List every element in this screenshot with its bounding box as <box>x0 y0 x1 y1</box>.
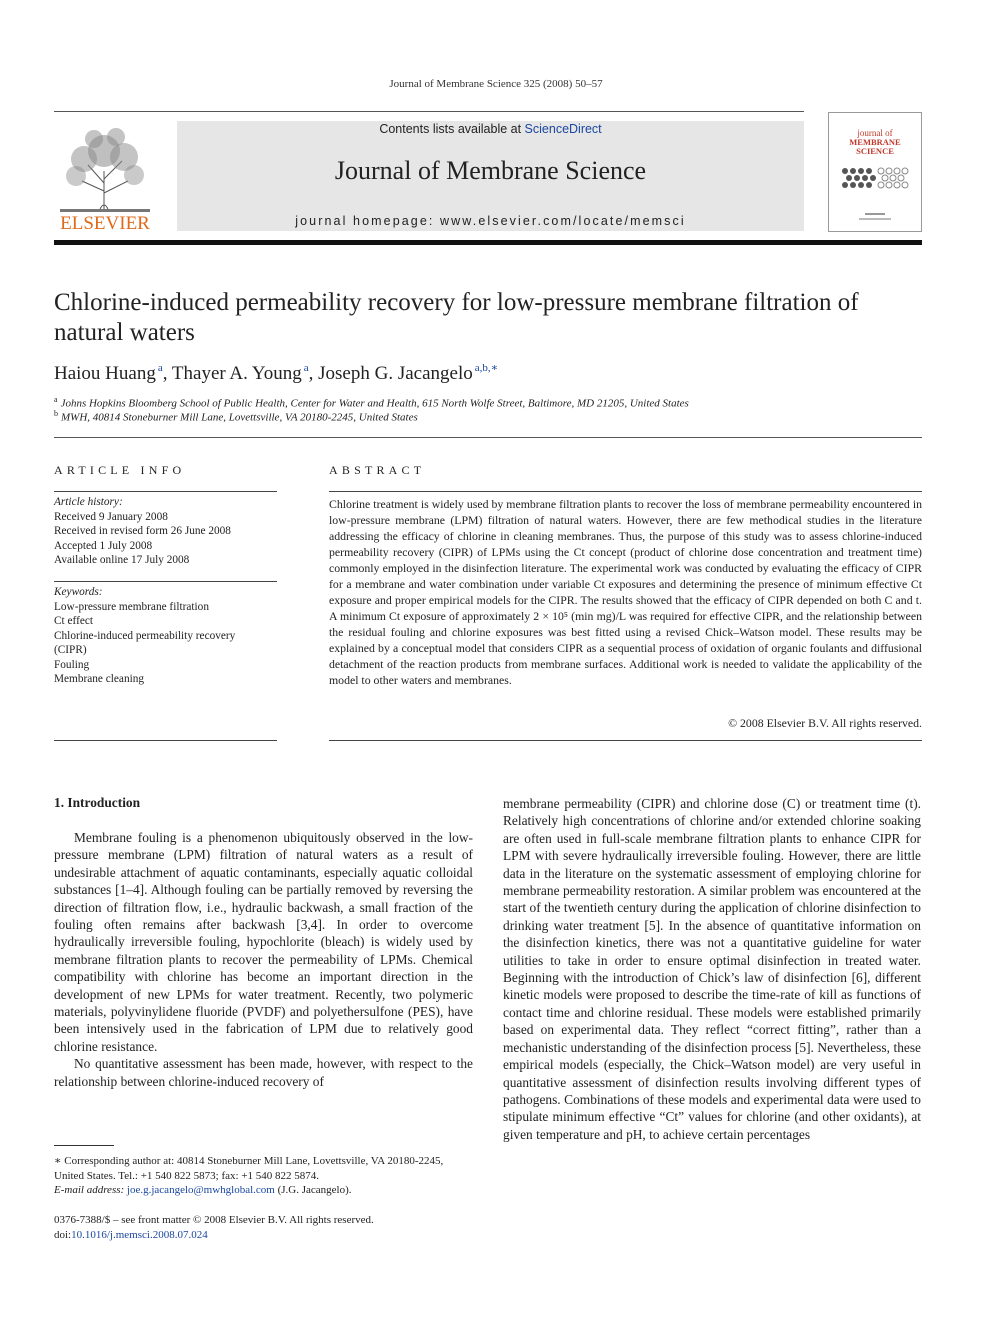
keywords-label: Keywords: <box>54 586 103 598</box>
journal-cover-image <box>829 113 921 231</box>
keyword: Chlorine-induced permeability recovery <box>54 629 236 642</box>
body-paragraph: No quantitative assessment has been made, however, with respect to the relationship between chlorine-induced recovery of <box>54 1056 473 1089</box>
author-list: Haiou Huang $^a$, Thayer A. Young $^a$, Joseph G. Jacangelo $^{a,b,∗}$ <box>54 362 499 384</box>
keyword: Fouling <box>54 658 90 671</box>
contents-prefix: Contents lists available at <box>379 122 525 136</box>
body-column-left <box>54 829 473 1090</box>
affiliation <box>54 409 418 424</box>
keyword: (CIPR) <box>54 644 87 656</box>
email-label: E-mail address: <box>54 1184 127 1196</box>
body-paragraph: membrane permeability (CIPR) and chlorine dose (C) or treatment time (t). Relatively high concentrations of chlorine and/or extended chlorine soaking are often used in full-scale membrane filtration plants to enhance CIPR for LPM with severe hydraulically irreversible fouling. However, there are little data in the literature on the systematic assessment of employing chlorine for membrane permeability restoration. A similar problem was encountered at the start of the twentieth century during the application of chlorine disinfection to drinking water treatment [5]. In the absence of quantitative information on the disinfection kinetics, there was not a quantitative guideline for water utilities to take in order to ensure optimal disinfection in treated water. Beginning with the introduction of Chick’s law of disinfection [6], different kinetic models were proposed to describe the time-rate of kill as functions of contact time and chlorine residual. These models were established primarily based on experimental data. They reflect “correct fitting”, rather than a mechanistic understanding of the disinfection process [5]. Nevertheless, these empirical models (especially, the Chick–Watson model) are very useful in quantitative assessment of disinfection results involving different types of pathogens. Combinations of these models and experimental data were used to stipulate minimum effective “Ct” values for chlorine (and other oxidants), at given temperature and pH, to achieve certain percentages <box>503 796 921 1142</box>
history-item: Received in revised form 26 June 2008 <box>54 525 231 537</box>
abstract-rule <box>329 740 922 741</box>
affiliation <box>54 395 689 410</box>
sciencedirect-link[interactable]: ScienceDirect <box>524 122 602 136</box>
article-history <box>54 495 279 568</box>
header-thick-rule <box>54 240 922 245</box>
author-affiliation-mark[interactable]: a <box>303 362 309 374</box>
publication-notes <box>54 1213 474 1242</box>
footnote-rule <box>54 1145 114 1146</box>
email-note <box>54 1183 474 1198</box>
author-name[interactable]: Haiou Huang <box>54 363 156 384</box>
paper-title: Chlorine-induced permeability recovery for low-pressure membrane filtration of natural waters <box>54 289 859 346</box>
svg-text:MEMBRANE: MEMBRANE <box>849 137 901 147</box>
keyword: Low-pressure membrane filtration <box>54 600 209 613</box>
history-item: Received 9 January 2008 <box>54 510 168 523</box>
keywords <box>54 585 279 687</box>
header-rule <box>54 111 804 112</box>
doi-label: doi: <box>54 1228 72 1241</box>
article-info-heading: ARTICLE INFO <box>54 463 186 477</box>
elsevier-logo[interactable] <box>54 121 156 233</box>
history-label: Article history: <box>54 496 123 508</box>
email-link[interactable]: joe.g.jacangelo@mwhglobal.com <box>126 1184 275 1196</box>
journal-homepage-link[interactable]: journal homepage: www.elsevier.com/locate/memsci <box>295 214 686 228</box>
svg-text:journal of: journal of <box>857 128 893 138</box>
keyword: Membrane cleaning <box>54 673 145 685</box>
article-info-rule <box>54 491 277 492</box>
affiliation-text: MWH, 40814 Stoneburner Mill Lane, Lovettsville, VA 20180-2245, United States <box>61 411 418 424</box>
journal-title: Journal of Membrane Science <box>334 156 647 185</box>
abstract-body: Chlorine treatment is widely used by membrane filtration plants to recover the loss of membrane permeability encountered in low-pressure membrane (LPM) filtration of natural waters. However, there are few methodical studies in the literature addressing the efficacy of chlorine in cleaning membranes. Thus, the purpose of this study was to assess chlorine-induced permeability recovery (CIPR) of LPMs using the Ct concept (product of chlorine dose concentration and treatment time) commonly employed in the disinfection literature. The experimental work was conducted by evaluating the efficacy of CIPR for a membrane and water combination under variable Ct exposures and determining the presence of minimum effective Ct exposure and proper empirical models for the CIPR. The results showed that the efficacy of CIPR depended on both C and t. A minimum Ct exposure of approximately 2 × 10⁵ (min mg)/L was required for effective CIPR, and the relationship between the residual fouling and chlorine exposures was best fitted using a revised Chick–Watson model. These results may be explained by a conceptual model that considers CIPR as a sequential process of oxidation of organic foulants and diffusional detachment of the reaction products from membrane surfaces. Additional work is needed to validate the applicability of the model to other waters and membranes. <box>329 497 922 687</box>
abstract-heading: ABSTRACT <box>329 463 426 477</box>
body-column-right <box>503 795 921 1143</box>
journal-citation: Journal of Membrane Science 325 (2008) 50–57 <box>389 78 603 90</box>
corresponding-author-note: ∗ Corresponding author at: 40814 Stoneburner Mill Lane, Lovettsville, VA 20180-2245, United States. Tel.: +1 540 822 5873; fax: +1 540 822 5874. <box>54 1155 444 1182</box>
author-name[interactable]: Thayer A. Young <box>171 363 302 384</box>
affiliation-mark: b <box>54 409 58 418</box>
body-paragraph: Membrane fouling is a phenomenon ubiquitously observed in the low-pressure membrane (LPM) filtration of natural waters as a result of undesirable attachment of aquatic contaminants, especially aquatic colloidal substances [1–4]. Although fouling can be partially removed by reversing the direction of filtration flow, i.e., hydraulic backwash, a small fraction of the fouling often remains after backwash [3,4]. In order to overcome hydraulically irreversible fouling, hypochlorite (bleach) is widely used by membrane filtration plants to recover the permeability of LPMs. Chemical compatibility with chlorine has become an important direction in the development of new LPMs for water treatment. Recently, two polymeric materials, polyvinylidene fluoride (PVDF) and polyethersulfone (PES), have been intensively used in the fabrication of LPM due to relatively good chlorine resistance. <box>54 830 473 1054</box>
author-affiliation-mark[interactable]: a <box>157 362 163 374</box>
article-info-rule <box>54 740 277 741</box>
footnotes <box>54 1154 474 1198</box>
email-suffix: (J.G. Jacangelo). <box>274 1184 352 1196</box>
author-name[interactable]: Joseph G. Jacangelo <box>318 363 473 384</box>
issn-line: 0376-7388/$ – see front matter © 2008 Elsevier B.V. All rights reserved. <box>54 1214 374 1226</box>
abstract-copyright: © 2008 Elsevier B.V. All rights reserved. <box>728 716 922 730</box>
contents-line <box>177 122 804 136</box>
author-affiliation-mark[interactable]: a,b,∗ <box>474 362 499 374</box>
svg-text:SCIENCE: SCIENCE <box>856 146 894 156</box>
section-heading: 1. Introduction <box>54 795 141 810</box>
elsevier-tree-icon <box>54 121 156 233</box>
article-info-rule <box>54 581 277 582</box>
affiliation-mark: a <box>54 395 58 404</box>
doi-link[interactable]: 10.1016/j.memsci.2008.07.024 <box>71 1228 208 1241</box>
abstract-rule <box>329 491 922 492</box>
doi-line <box>54 1228 474 1243</box>
affiliation-text: Johns Hopkins Bloomberg School of Public Health, Center for Water and Health, 615 North Wolfe Street, Baltimore, MD 21205, United States <box>60 397 689 410</box>
svg-text:ELSEVIER: ELSEVIER <box>60 213 150 233</box>
history-item: Accepted 1 July 2008 <box>54 539 153 552</box>
section-divider <box>54 437 922 438</box>
journal-cover-thumbnail[interactable] <box>828 112 922 232</box>
keyword: Ct effect <box>54 615 93 627</box>
history-item: Available online 17 July 2008 <box>54 554 190 566</box>
